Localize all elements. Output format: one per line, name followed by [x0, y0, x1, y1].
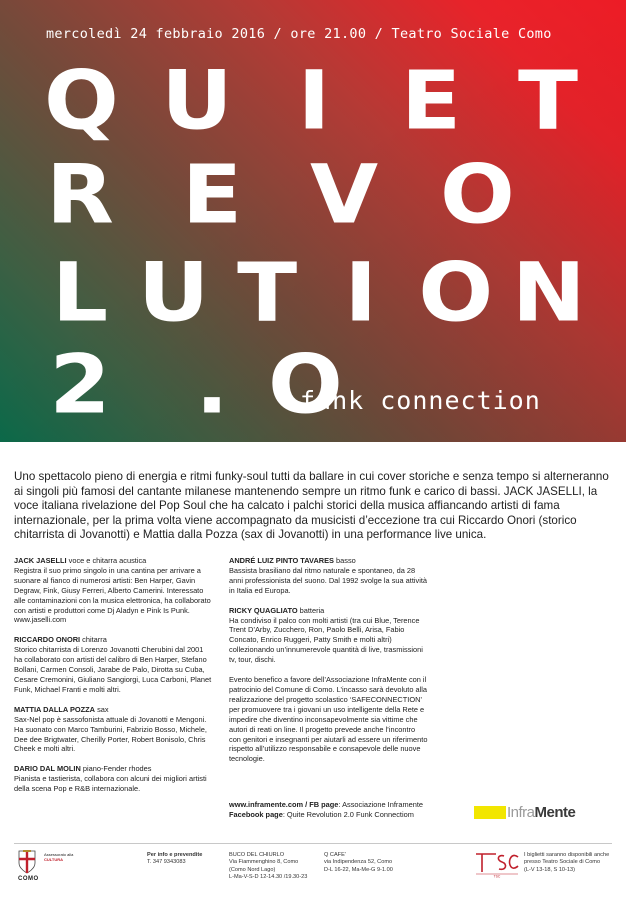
venue-line: L-Ma-V-S-D 12-14.30 /19.30-23	[229, 873, 308, 880]
venue-line: (Como Nord Lago)	[229, 866, 276, 873]
title-letter: Q	[44, 53, 119, 148]
title-letter: I	[344, 245, 378, 340]
musician-bio: Registra il suo primo singolo in una cantina per arrivare a suonare al fianco di numerosi artisti: Ben Harper, Gavin Degraw, Fink, Giusy Ferreri, Alberto Camerini. Interessato alle contaminazioni con la musica elettronica, ha collaborato con artisti e produttori come Dj Aladyn e Pink Is Punk. www.jaselli.com	[14, 565, 211, 625]
title-letter: O	[268, 337, 343, 432]
musician-role: basso	[336, 556, 356, 565]
venue-qcafe	[324, 852, 424, 874]
title-letter: O	[440, 147, 515, 242]
title-letter: U	[161, 53, 233, 148]
title-letter: T	[517, 53, 579, 148]
musician-name: ANDRÉ LUIZ PINTO TAVARES	[229, 556, 334, 565]
musician-block	[14, 764, 212, 794]
musician-name: RICKY QUAGLIATO	[229, 605, 298, 615]
musicians-right-column	[229, 556, 429, 774]
musician-role: batteria	[299, 605, 325, 615]
title-letter: V	[309, 147, 379, 242]
title-letter: E	[400, 53, 462, 148]
musician-block	[14, 635, 212, 694]
title-letter: R	[46, 147, 114, 242]
title-letter: L	[51, 245, 109, 340]
musician-block	[14, 705, 212, 755]
inframente-logo	[474, 805, 575, 819]
culture-label	[44, 852, 84, 862]
venue-line: Q CAFE’	[324, 852, 347, 858]
teatro-sociale-logo	[474, 850, 520, 878]
tickets-line: presso Teatro Sociale di Como	[524, 859, 601, 866]
como-word: COMO	[18, 876, 39, 882]
title-letter: 2	[49, 337, 111, 432]
musician-role: chitarra	[82, 635, 107, 645]
venue-line: BUCO DEL CHIURLO	[229, 852, 285, 858]
event-date-line: mercoledì 24 febbraio 2016 / ore 21.00 / Teatro Sociale Como	[46, 26, 552, 42]
website-link[interactable]: www.inframente.com / FB page	[229, 800, 339, 809]
musician-block	[14, 556, 212, 625]
venue-line: Via Fiammenghino 8, Como	[229, 859, 299, 866]
musician-role: piano-Fender rhodes	[82, 764, 152, 774]
musician-name: MATTIA DALLA POZZA	[14, 704, 96, 714]
musicians-left-column	[14, 556, 212, 804]
musician-name: JACK JASELLI	[14, 556, 67, 565]
tickets-line: I biglietti saranno disponibili anche	[524, 852, 610, 858]
info-phone: T. 347 9343083	[147, 859, 186, 866]
title-letter: E	[181, 147, 243, 242]
title-row-quiet	[44, 53, 584, 148]
crest-icon	[18, 850, 36, 874]
logo-text-mente: Mente	[534, 803, 576, 821]
logo-square-icon	[474, 806, 506, 819]
culture-label-b: CULTURA	[44, 857, 64, 862]
intro-paragraph: Uno spettacolo pieno di energia e ritmi funky-soul tutti da ballare in cui cover storiche e senza tempo si alterneranno ai singoli più famosi del cantante milanese mantenendo sempre un ritmo funk e carico di bassi. JACK JASELLI, la voce italiana rivelazione del Pop Soul che ha calcato i palchi storici della musica affiancando artisti di fama internazionale, per la prima volta viene accompagnato da musicisti d’eccezione tra cui Riccardo Onori (storico chitarrista di Jovanotti) e Mattia dalla Pozza (sax di Jovanotti) in una performance live unica.	[14, 470, 609, 542]
title-letter: I	[297, 53, 331, 148]
musician-bio: Bassista brasiliano dal ritmo naturale e spontaneo, da 28 anni professionista del suono. Dal 1992 svolge la sua attività in Italia ed Europa.	[229, 565, 428, 595]
venue-line: via Indipendenza 52, Como	[324, 859, 393, 866]
musician-name: DARIO DAL MOLIN	[14, 764, 81, 774]
venue-line: D-L 16-22, Ma-Me-G 9-1.00	[324, 866, 393, 873]
tsc-logo-icon	[474, 850, 520, 878]
facebook-desc: : Quite Revolution 2.0 Funk Connectiom	[282, 809, 414, 819]
title-row-lution	[44, 245, 586, 340]
footer-divider	[14, 843, 612, 844]
title-row-revo	[44, 147, 584, 242]
musician-bio: Pianista e tastierista, collabora con alcuni dei migliori artisti della scena Pop e R&B internazionale.	[14, 774, 207, 794]
musician-role: sax	[97, 704, 109, 714]
musician-name: RICCARDO ONORI	[14, 635, 81, 645]
tsc-text: TSC	[493, 874, 501, 878]
culture-label-a: Assessorato alla	[44, 852, 74, 857]
title-letter: N	[511, 245, 586, 340]
title-letter: O	[418, 245, 494, 340]
tickets-line: (L-V 13-18, S 10-13)	[524, 866, 575, 873]
info-contacts	[147, 852, 227, 867]
title-letter: U	[137, 245, 210, 340]
logo-text-infra: Infra	[507, 803, 535, 821]
links-block	[229, 800, 449, 820]
musician-role: voce e chitarra acustica	[68, 556, 147, 565]
venue-buco	[229, 852, 321, 881]
tickets-info	[524, 852, 622, 874]
comune-como-logo	[18, 850, 78, 884]
title-letter: .	[195, 337, 229, 432]
musician-bio: Sax-Nel pop è sassofonista attuale di Jovanotti e Mengoni. Ha suonato con Marco Tamburini, Fabrizio Bosso, Michele, Dee dee Brigtwater, Cherilly Porter, Robert Bonisolo, Chris Cheek e molti altri.	[14, 714, 207, 754]
musician-block	[229, 606, 429, 665]
musician-bio: Storico chitarrista di Lorenzo Jovanotti Cherubini dal 2001 ha collaborato con artisti del calibro di Ben Harper, Stefano Bollani, Carmen Consoli, Jarabe de Palo, Dirotta su Cuba, Cesare Cremonini, Giuliano Sangiorgi, Luca Carboni, Planet Funk, Michael Franti e molti altri.	[14, 645, 212, 694]
title-letter: T	[237, 245, 298, 340]
musician-bio: Ha condiviso il palco con molti artisti (tra cui Blue, Terence Trent D’Arby, Zucchero, Ron, Paolo Belli, Arisa, Fabio Concato, Enrico Ruggeri, Patty Smith e molti altri) collezionando un’innumerevole quantità di live, trasmissioni tv, tour, dischi.	[229, 615, 423, 665]
website-desc: : Associazione Inframente	[338, 800, 424, 809]
charity-note: Evento benefico a favore dell’Associazione InfraMente con il patrocinio del Comune di Como. L’incasso sarà devoluto alla realizzazione del progetto scolastico ‘SAFECONNECTION’ per promuovere tra i giovani un uso intelligente della Rete e impedire che diventino inconsapevolmente sia vittime che autori di reati on line. Il progetto prevede anche l’incontro con genitori e insegnanti per aiutarli ad essere un riferimento rispetto all’utilizzo responsabile e consapevole delle nuove tecnologie.	[229, 675, 428, 764]
info-title: Per info e prevendite	[147, 852, 203, 858]
facebook-link[interactable]: Facebook page	[229, 809, 283, 819]
subtitle: funk connection	[300, 386, 541, 415]
musician-block	[229, 556, 429, 596]
hero-banner	[0, 0, 626, 442]
